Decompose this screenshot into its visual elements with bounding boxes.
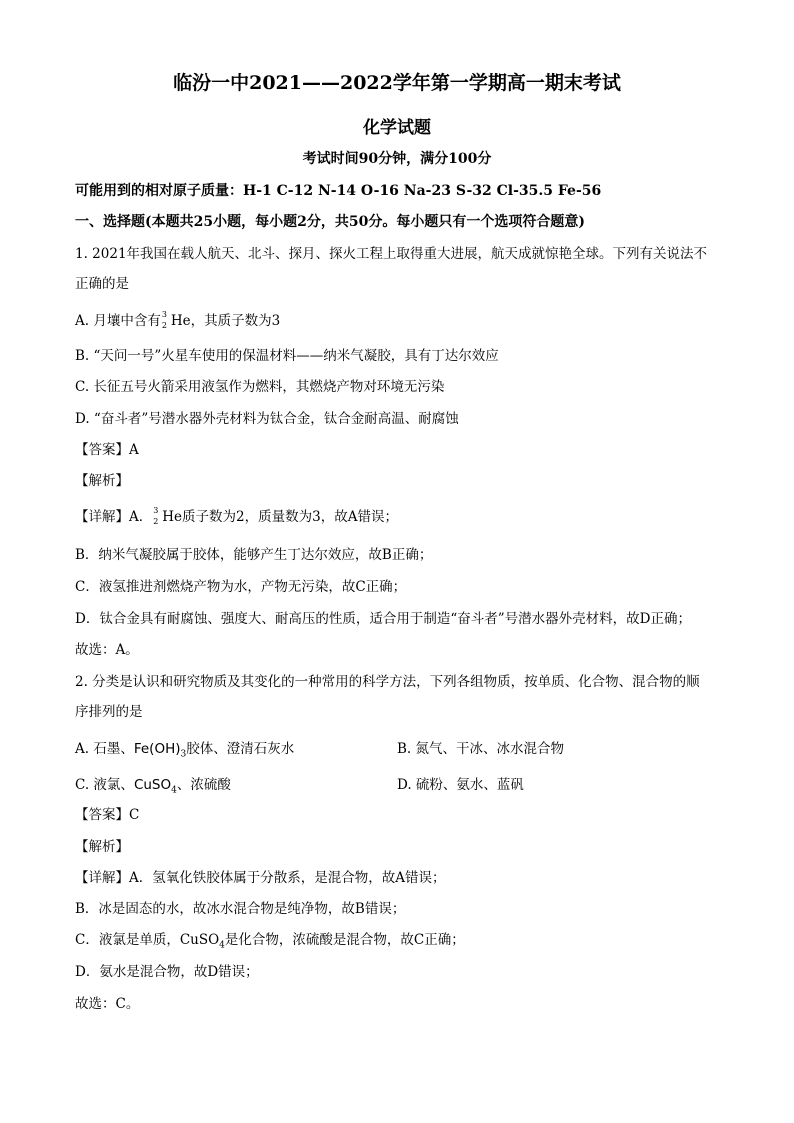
q2-option-a [75, 739, 294, 765]
helium-isotope [161, 310, 171, 330]
isotope-mass: 3 [153, 506, 159, 515]
q2-option-c-tail: 、浓硫酸 [176, 777, 231, 793]
q1-stem-line2: 正确的是 [75, 276, 129, 292]
formula-subscript: 4 [171, 785, 177, 796]
atomic-masses: 可能用到的相对原子质量：H-1 C-12 N-14 O-16 Na-23 S-32 Cl-35.5 Fe-56 [75, 183, 602, 199]
q2-detail-a: 【详解】A．氢氧化铁胶体属于分散系，是混合物，故A错误； [75, 870, 446, 886]
q2-option-a-text: A. 石墨、 [75, 741, 134, 757]
q1-detail-a-text: 【详解】A． [75, 509, 153, 525]
exam-title: 临汾一中2021——2022学年第一学期高一期末考试 [173, 72, 621, 94]
q2-stem-line2: 序排列的是 [75, 704, 143, 720]
q1-analysis-label: 【解析】 [75, 473, 129, 489]
q1-option-b: B. “天问一号”火星车使用的保温材料——纳米气凝胶，具有丁达尔效应 [75, 348, 499, 364]
q1-detail-c: C．液氢推进剂燃烧产物为水，产物无污染，故C正确； [75, 579, 407, 595]
q1-detail-a [75, 507, 398, 527]
q1-option-a [75, 311, 280, 331]
isotope-number: 2 [153, 517, 159, 526]
subject-title: 化学试题 [363, 118, 431, 138]
q1-option-a-tail: ，其质子数为3 [190, 313, 281, 329]
q1-answer: 【答案】A [75, 442, 139, 458]
q2-detail-c-text: C．液氯是单质，CuSO [75, 932, 220, 948]
isotope-mass: 3 [161, 310, 167, 319]
q2-analysis-label: 【解析】 [75, 839, 129, 855]
q2-choose: 故选：C。 [75, 996, 140, 1012]
q2-option-b: B. 氮气、干冰、冰水混合物 [397, 741, 565, 757]
formula-subscript: 4 [219, 940, 225, 951]
q1-option-d: D. “奋斗者”号潜水器外壳材料为钛合金，钛合金耐高温、耐腐蚀 [75, 411, 459, 427]
formula-subscript: 3 [180, 749, 187, 760]
q2-option-c-text: C. 液氯、 [75, 777, 134, 793]
q2-option-d: D. 硫粉、氨水、蓝矾 [397, 777, 524, 793]
q2-detail-b: B．冰是固态的水，故冰水混合物是纯净物，故B错误； [75, 901, 406, 917]
q2-option-c [75, 775, 231, 801]
copper-sulfate-formula: CuSO [133, 777, 172, 793]
q1-detail-d: D．钛合金具有耐腐蚀、强度大、耐高压的性质，适合用于制造“奋斗者”号潜水器外壳材料，故D正确； [75, 611, 691, 627]
q2-detail-c-tail: 是化合物，浓硫酸是混合物，故C正确； [224, 932, 465, 948]
q1-stem-line1: 1. 2021年我国在载人航天、北斗、探月、探火工程上取得重大进展，航天成就惊艳全球。下列有关说法不 [75, 246, 708, 262]
isotope-symbol: He [162, 509, 183, 525]
ferric-hydroxide-formula: Fe(OH) [133, 741, 181, 757]
helium-isotope [152, 506, 162, 526]
q2-detail-d: D．氨水是混合物，故D错误； [75, 964, 259, 980]
q2-stem-line1: 2. 分类是认识和研究物质及其变化的一种常用的科学方法，下列各组物质，按单质、化合物、混合物的顺 [75, 674, 700, 690]
q1-detail-b: B．纳米气凝胶属于胶体，能够产生丁达尔效应，故B正确； [75, 547, 433, 563]
isotope-number: 2 [161, 321, 167, 330]
exam-info: 考试时间90分钟，满分100分 [302, 151, 492, 167]
q2-detail-c [75, 930, 465, 956]
q2-answer: 【答案】C [75, 807, 140, 823]
q1-choose: 故选：A。 [75, 642, 139, 658]
q1-option-c: C. 长征五号火箭采用液氢作为燃料，其燃烧产物对环境无污染 [75, 379, 445, 395]
q1-option-a-text: A. 月壤中含有 [75, 313, 161, 329]
isotope-symbol: He [170, 313, 191, 329]
section-heading: 一、选择题(本题共25小题，每小题2分，共50分。每小题只有一个选项符合题意) [75, 214, 585, 230]
q1-detail-a-tail: 质子数为2，质量数为3，故A错误； [182, 509, 398, 525]
q2-option-a-tail: 胶体、澄清石灰水 [186, 741, 295, 757]
